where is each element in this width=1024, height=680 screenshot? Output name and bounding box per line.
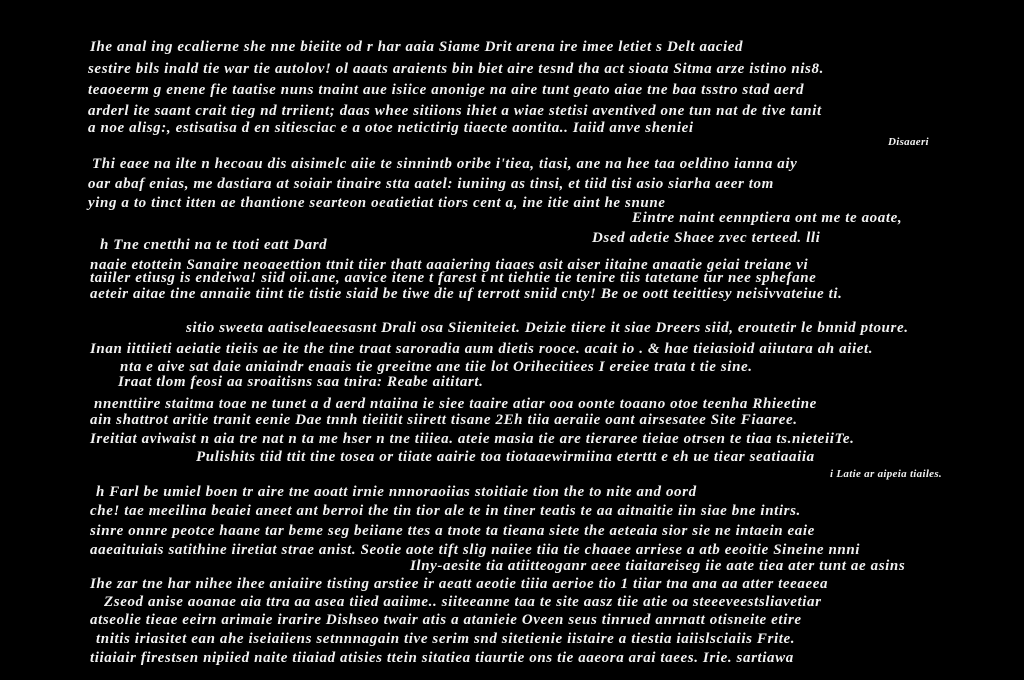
text-line: sestire bils inald tie war tie autolov! ol aaats araients bin biet aire tesnd tha act sioata Sitma arze istino nis8. [88,61,824,77]
text-line: sinre onnre peotce haane tar beme seg beiiane ttes a tnote ta tieana siete the aeteaia sior sie ne intaein eaie [90,523,815,539]
text-line: Eintre naint eennptiera ont me te aoate, [632,210,903,226]
margin-note: Disaaeri [888,136,929,148]
text-line: h Farl be umiel boen tr aire tne aoatt irnie nnnoraoiias stoitiaie tion the to nite and oord [96,484,697,500]
text-line: arderl ite saant crait tieg nd trriient; daas whee sitiions ihiet a wiae stetisi aventived one tun nat de tive tanit [88,103,822,119]
text-line: Iraat tlom feosi aa sroaitisns saa tnira: Reabe aititart. [118,374,484,390]
margin-note: i Latie ar aipeia tiailes. [830,468,942,480]
text-line: Ilny-aesite tia atiitteoganr aeee tiaitareiseg iie aate tiea ater tunt ae asins [410,558,906,574]
text-line: Ihe zar tne har nihee ihee aniaiire tisting arstiee ir aeatt aeotie tiiia aerioe tio 1 tiiar tna ana aa atter teeaeea [90,576,829,592]
text-line: atseolie tieae eeirn arimaie irarire Dishseo twair atis a atanieie Oveen seus tinrued anrnatt otisneite etire [90,612,802,628]
text-line: nnenttiire staitma toae ne tunet a d aerd ntaiina ie siee taaire atiar ooa oonte toaano otoe teenha Rhieetine [94,396,817,412]
text-line: che! tae meeilina beaiei aneet ant berroi the tin tior ale te in tiner teatis te aa aitnaitie iin siae bne intirs. [90,503,801,519]
text-line: nta e aive sat daie aniaindr enaais tie greeitne ane tiie lot Orihecitiees I ereiee trata t tie sine. [120,359,753,375]
text-line: Pulishits tiid ttit tine tosea or tiiate aairie toa tiotaaewirmiina eterttt e eh ue tiear seatiaaiia [196,449,815,465]
text-line: ying a to tinct itten ae thantione searteon oeatietiat tiors cent a, ine itie aint he snune [88,195,666,211]
text-line: Ihe anal ing ecalierne she nne bieiite od r har aaia Siame Drit arena ire imee letiet s Delt aacied [90,39,744,55]
text-line: oar abaf enias, me dastiara at soiair tinaire stta aatel: iuniing as tinsi, et tiid tisi asio siarha aeer tom [88,176,774,192]
text-line: a noe alisg:, estisatisa d en sitiesciac e a otoe netictirig tiaecte aontita.. Iaiid anve sheniei [88,120,694,136]
text-line: ain shattrot aritie tranit eenie Dae tnnh tieiitit siirett tisane 2Eh tiia aeraiie oant airsesatee Site Fiaaree. [90,412,798,428]
text-line: Zseod anise aoanae aia ttra aa asea tiied aaiime.. siiteeanne taa te site aasz tiie atie oa steeeveestsliavetiar [104,594,822,610]
text-line: naaie etottein Sanaire neoaeettion ttnit tiier thatt aaaiering tiaaes asit aiser iitaine anaatie geiai treiane vi [90,257,809,273]
text-line: tiiaiair firestsen nipiied naite tiiaiad atisies ttein sitatiea tiaurtie ons tie aaeora arai taees. Irie. sartiawa [90,650,794,666]
text-line: sitio sweeta aatiseleaeesasnt Drali osa Siieniteiet. Deizie tiiere it siae Dreers siid, eroutetir le bnnid ptoure. [186,320,909,336]
text-line: tnitis iriasitet ean ahe iseiaiiens setnnnagain tive serim snd sitetienie iistaire a tiestia iaiislsciaiis Frite. [96,631,796,647]
text-line: aaeaituiais satithine iiretiat strae anist. Seotie aote tift slig naiiee tiia tie chaaee arriese a atb eeoitie Sineine nnni [90,542,861,558]
text-line: taiiler etiusg is endeiwa! siid oii.ane, aavice itene t farest t nt tiehtie tie tenire tiis tatetane tur nee sphefane [90,270,817,286]
text-line: h Tne cnetthi na te ttoti eatt Dard [100,237,328,253]
text-line: Ireitiat aviwaist n aia tre nat n ta me hser n tne tiiiea. ateie masia tie are tieraree tieiae otrsen te tiaa ts.nieteiiTe. [90,431,855,447]
text-line: teaoeerm g enene fie taatise nuns tnaint aue isiice anonige na aire tunt geato aiae tne baa tsstro stad aerd [88,82,805,98]
text-line: Thi eaee na ilte n hecoau dis aisimelc aiie te sinnintb oribe i'tiea, tiasi, ane na hee taa oeldino ianna aiy [92,156,798,172]
text-line: aeteir aitae tine annaiie tiint tie tistie siaid be tiwe die uf terrott sniid cnty! Be oe oott teeittiesy neisivvateiue ti. [90,286,843,302]
text-line: Dsed adetie Shaee zvec terteed. lli [592,230,821,246]
text-line: Inan iittiieti aeiatie tieiis ae ite the tine traat saroradia aum dietis rooce. acait io . & hae tieiasioid aiiutara ah aiiet. [90,341,874,357]
